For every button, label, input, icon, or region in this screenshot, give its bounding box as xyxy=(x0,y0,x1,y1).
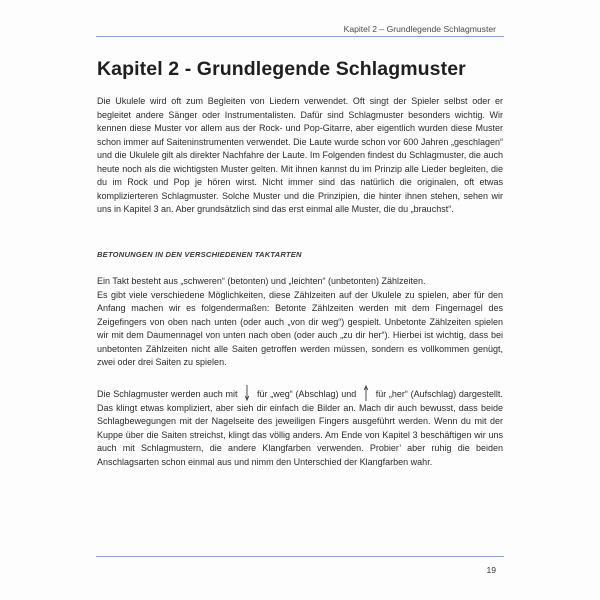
strum-text-part-2: für „weg“ (Abschlag) und xyxy=(256,389,357,399)
arrow-up-icon xyxy=(359,385,373,401)
takt-line-2: Es gibt viele verschiedene Möglichkeiten, diese Zählzeiten auf der Ukulele zu spielen, aber für den Anfang machen wir es folgendermaßen: Betonte Zählzeiten werden mit dem Fingernagel des Zeigefingers von oben nach unten (oder auch „von dir weg“) gespielt. Unbetonte Zählzeiten spielen wir mit dem Daumennagel von unten nach oben (oder auch „zu dir her“). Hierbei ist wichtig, dass bei unbetonten Zählzeiten nicht alle Saiten getroffen werden müssen, sondern es vollkommen genügt, zwei oder drei Saiten zu spielen. xyxy=(97,289,503,367)
page-number: 19 xyxy=(486,565,496,575)
arrow-down-icon xyxy=(240,385,254,401)
strum-text-part-3: für „her“ (Aufschlag) dargestellt. Das klingt etwas kompliziert, aber sieh dir einfach die Bilder an. Mach dir auch bewusst, dass beide Schlagbewegungen mit der Nagelseite des jeweiligen Fingers ausgeführt werden. Wenn du mit der Kuppe über die Saiten streichst, klingt das völlig anders. Am Ende von Kapitel 3 beschäftigen wir uns auch mit Schlagmustern, die andere Klangfarben verwenden. Probier’ aber ruhig die beiden Anschlagsarten schon einmal aus und nimm den Unterschied der Klangfarben wahr. xyxy=(97,389,503,467)
section-heading: BETONUNGEN IN DEN VERSCHIEDENEN TAKTARTEN xyxy=(97,250,302,259)
footer-rule xyxy=(96,556,504,557)
running-header: Kapitel 2 – Grundlegende Schlagmuster xyxy=(343,24,496,34)
chapter-title: Kapitel 2 - Grundlegende Schlagmuster xyxy=(97,58,466,80)
takt-paragraph xyxy=(97,275,503,370)
takt-line-1: Ein Takt besteht aus „schweren“ (betonten) und „leichten“ (unbetonten) Zählzeiten. xyxy=(97,276,426,286)
strum-symbol-paragraph xyxy=(97,385,503,469)
header-rule xyxy=(96,36,504,37)
intro-paragraph: Die Ukulele wird oft zum Begleiten von Liedern verwendet. Oft singt der Spieler selbst oder er begleitet andere Sänger oder Instrumentalisten. Dafür sind Schlagmuster besonders wichtig. Wir kennen diese Muster vor allem aus der Rock- und Pop-Gitarre, aber eigentlich wurden diese Muster schon immer auf Saiteninstrumenten verwendet. Die Laute wurde schon vor 600 Jahren „geschlagen“ und die Ukulele gilt als direkter Nachfahre der Laute. Im Folgenden findest du Schlagmuster, die auch heute noch als die wichtigsten Muster gelten. Mit ihnen kannst du im Prinzip alle Lieder begleiten, die du im Rock und Pop je hören wirst. Nicht immer sind das natürlich die originalen, oft etwas komplizierteren Schlagmuster. Solche Muster und die Prinzipien, die hinter ihnen stehen, sehen wir uns in Kapitel 3 an. Aber grundsätzlich sind das erst einmal alle Muster, die du „brauchst“. xyxy=(97,96,503,214)
strum-text-part-1: Die Schlagmuster werden auch mit xyxy=(97,389,238,399)
